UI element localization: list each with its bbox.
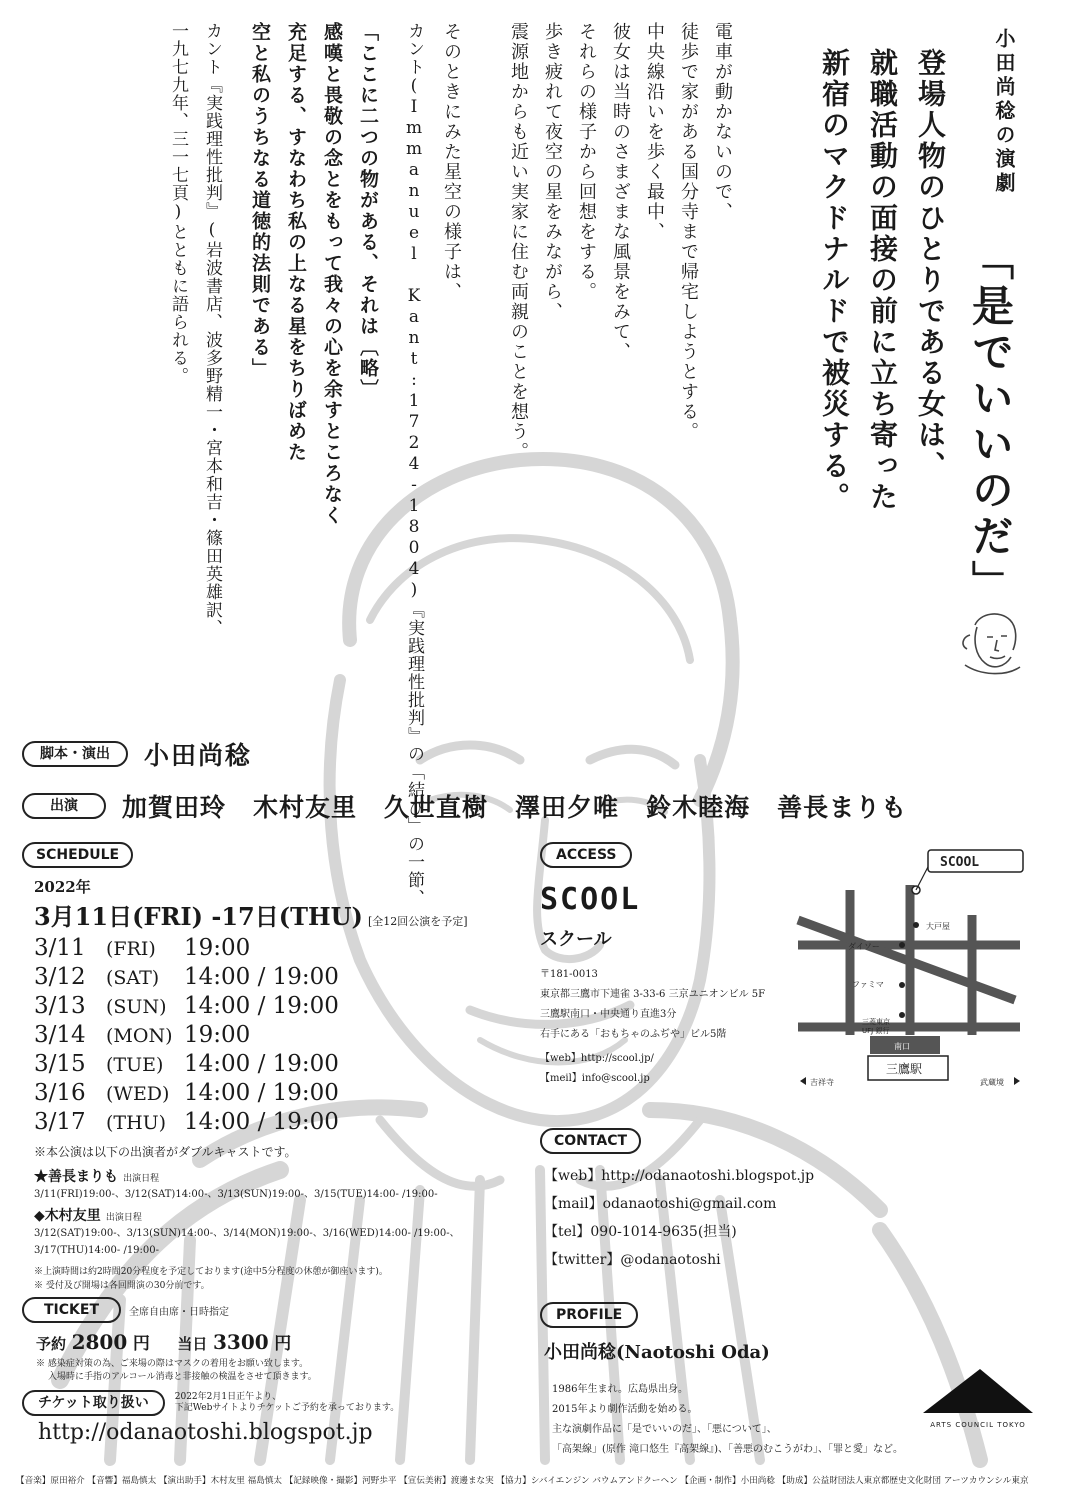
schedule-row [34, 1108, 522, 1137]
quote-line: 感嘆と畏敬の念とをもって我々の心を余すところなく [321, 22, 343, 526]
cast-b-dates: 3/12(SAT)19:00-、3/13(SUN)14:00-、3/14(MON)19:00-、3/16(WED)14:00- /19:00-、 [34, 1228, 460, 1239]
schedule-row [34, 963, 522, 992]
story-line: 震源地からも近い実家に住む両親のことを想う。 [508, 22, 529, 462]
direction: 右手にある「おもちゃのふぢや」ビル5階 [540, 1029, 727, 1040]
row-times: 14:00 / 19:00 [184, 993, 339, 1019]
map-label: 三鷹駅 [886, 1062, 923, 1076]
map-label: ファミマ [852, 980, 884, 989]
map-label: 吉祥寺 [810, 1078, 834, 1087]
ticket-section [22, 1297, 522, 1445]
contact-section [540, 1128, 860, 1274]
kant-portrait-icon [955, 605, 1030, 680]
schedule-row [34, 1050, 522, 1079]
row-day: (SAT) [106, 967, 160, 989]
ticket-note: 入場時に手指のアルコール消毒と非接触の検温をさせて頂きます。 [48, 1372, 317, 1382]
postal-code: 〒181-0013 [540, 969, 598, 980]
row-times: 19:00 [184, 935, 251, 961]
profile-bio [552, 1380, 903, 1460]
venue-kana: スクール [540, 929, 612, 950]
venue-logo: SCOOL [540, 882, 641, 917]
row-date: 3/13 [34, 993, 86, 1019]
bio-line: 主な演劇作品に「是でいいのだ」、「悪について」、 [552, 1424, 777, 1435]
tagline-line: 就職活動の面接の前に立ち寄った [866, 48, 899, 513]
map-marker-dot [899, 942, 905, 948]
schedule-range-main: 3月11日(FRI) -17日(THU) [34, 902, 363, 931]
arts-council-logo [918, 1365, 1038, 1429]
cast-list [122, 788, 934, 824]
map-label: 三菱東京 [862, 1018, 890, 1026]
row-times: 14:00 / 19:00 [184, 1051, 339, 1077]
story-text [495, 22, 735, 542]
venue-web-link[interactable]: 【web】http://scool.jp/ [540, 1053, 654, 1064]
row-times: 14:00 / 19:00 [184, 1109, 339, 1135]
story-line: 電車が動かないので、 [712, 22, 733, 222]
story-line: 彼女は当時のさまざまな風景をみて、 [610, 22, 631, 362]
cast-a-name: ★善長まりも [34, 1169, 118, 1185]
ticket-url-link[interactable]: http://odanaotoshi.blogspot.jp [38, 1420, 373, 1445]
tagline [760, 48, 950, 548]
map-label: ダイソー [848, 942, 880, 951]
map-label: UFJ 銀行 [862, 1027, 890, 1035]
ticket-note: ※ 感染症対策の為、ご来場の際はマスクの着用をお願い致します。 [36, 1359, 309, 1369]
script-credit [22, 736, 252, 772]
row-day: (FRI) [106, 938, 156, 960]
story-line: それらの様子から回想をする。 [576, 22, 597, 302]
sponsor-name: ARTS COUNCIL TOKYO [930, 1421, 1026, 1429]
script-label: 脚本・演出 [22, 741, 128, 767]
map-marker-dot [913, 922, 919, 928]
ticket-label: TICKET [22, 1297, 121, 1323]
contact-label: CONTACT [540, 1128, 641, 1154]
row-day: (MON) [106, 1025, 173, 1047]
arts-council-mark-icon [918, 1365, 1038, 1415]
ticket-handling-label: チケット取り扱い [22, 1390, 165, 1416]
cast-b-sub: 出演日程 [105, 1213, 142, 1223]
presale-price: 2800 [71, 1330, 128, 1354]
bio-line: 「高架線」(原作 滝口悠生『高架線』)、「善悪のむこうがわ」、「罪と愛」など。 [552, 1444, 903, 1455]
cast-member: 鈴木睦海 [646, 793, 751, 822]
schedule-row [34, 992, 522, 1021]
cast-b-name: ◆木村友里 [34, 1208, 101, 1224]
kant-line: カント(Immanuel Kant:1724-1804)『実践理性批判』の「結び」の一節、 [404, 22, 424, 907]
cast-member: 久世直樹 [384, 793, 489, 822]
schedule-note: ※ 受付及び開場は各回開演の30分前です。 [34, 1281, 210, 1291]
row-day: (TUE) [106, 1054, 164, 1076]
quote-line: 空と私のうちなる道徳的法則である」 [249, 22, 271, 379]
map-marker-dot [899, 1012, 905, 1018]
handling-note: 下記Webサイトよりチケットご予約を承っております。 [174, 1403, 400, 1413]
access-label: ACCESS [540, 842, 632, 868]
contact-web-link[interactable]: 【web】http://odanaotoshi.blogspot.jp [544, 1168, 815, 1184]
schedule-section [22, 842, 522, 1293]
row-times: 14:00 / 19:00 [184, 964, 339, 990]
contact-tel: 【tel】090-1014-9635(担当) [544, 1224, 737, 1240]
story-line: 歩き疲れて夜空の星をみながら、 [542, 22, 563, 322]
schedule-range-note: [全12回公演を予定] [368, 915, 468, 928]
citation-line: カント『実践理性批判』(岩波書店、波多野精一・宮本和吉・篠田英雄訳、 [202, 22, 222, 637]
venue-address [540, 965, 800, 1089]
cast-a-dates: 3/11(FRI)19:00-、3/12(SAT)14:00-、3/13(SUN)19:00-、3/15(TUE)14:00- /19:00- [34, 1189, 438, 1200]
map-venue-name: SCOOL [940, 855, 980, 870]
cast-credit [22, 788, 934, 824]
map-marker-dot [899, 982, 905, 988]
kant-line: そのときにみた星空の様子は、 [441, 22, 462, 302]
cast-member: 木村友里 [253, 793, 358, 822]
row-date: 3/14 [34, 1022, 86, 1048]
access-map [790, 845, 1030, 1090]
schedule-range [34, 897, 522, 932]
row-date: 3/12 [34, 964, 86, 990]
row-date: 3/15 [34, 1051, 86, 1077]
cast-a-sub: 出演日程 [123, 1174, 160, 1184]
profile-name: 小田尚稔(Naotoshi Oda) [544, 1342, 770, 1363]
yen: 円 [274, 1334, 292, 1354]
cast-b-block [34, 1205, 522, 1259]
ticket-sub: 全席自由席・日時指定 [129, 1306, 229, 1318]
bio-line: 1986年生まれ。広島県出身。 [552, 1384, 689, 1395]
cast-label: 出演 [22, 793, 106, 819]
footer-credits: 【音楽】原田裕介 【音響】福島慎太 【演出助手】木村友里 福島慎太 【記録映像・撮影】河野歩平 【宣伝美術】渡邊まな実 【協力】シバイエンジン バウムアンドクーヘン 【企画・制作】小田尚稔 【助成】公益財団法人東京都歴史文化財団 アーツカウンシル東京 [16, 1476, 1029, 1486]
row-date: 3/11 [34, 935, 86, 961]
play-title: 「是でいいのだ」 [966, 238, 1015, 606]
ticket-prices [36, 1329, 522, 1354]
schedule-note: ※上演時間は約2時間20分程度を予定しております(途中5分程度の休憩が御座います)。 [34, 1267, 388, 1277]
cast-member: 澤田夕唯 [515, 793, 620, 822]
map-illustration [790, 845, 1030, 1090]
contact-mail-link[interactable]: 【mail】odanaotoshi@gmail.com [544, 1196, 777, 1212]
row-day: (WED) [106, 1083, 170, 1105]
script-name: 小田尚稔 [144, 741, 253, 770]
row-date: 3/16 [34, 1080, 86, 1106]
schedule-row [34, 934, 522, 963]
schedule-label: SCHEDULE [22, 842, 133, 868]
address: 東京都三鷹市下連雀 3-33-6 三京ユニオンビル 5F [540, 989, 766, 1000]
door-label: 当日 [177, 1335, 208, 1353]
cast-b-dates: 3/17(THU)14:00- /19:00- [34, 1245, 160, 1256]
cast-member: 善長まりも [777, 793, 908, 822]
cast-member: 加賀田玲 [122, 793, 227, 822]
door-price: 3300 [213, 1330, 269, 1354]
tagline-line: 登場人物のひとりである女は、 [914, 48, 947, 482]
contact-twitter-link[interactable]: 【twitter】@odanaotoshi [544, 1252, 721, 1268]
row-times: 19:00 [184, 1022, 251, 1048]
schedule-row [34, 1079, 522, 1108]
series-label: 小田尚稔の演劇 [992, 28, 1016, 196]
yen: 円 [132, 1334, 150, 1354]
profile-label: PROFILE [540, 1302, 638, 1328]
schedule-row [34, 1021, 522, 1050]
profile-section [540, 1302, 903, 1460]
schedule-table [34, 934, 522, 1137]
schedule-year: 2022年 [34, 878, 91, 896]
map-label: 南口 [894, 1042, 910, 1051]
double-cast-note: ※本公演は以下の出演者がダブルキャストです。 [34, 1145, 297, 1159]
map-label: 武蔵境 [980, 1078, 1004, 1087]
handling-note: 2022年2月1日正午より、 [174, 1392, 282, 1402]
story-line: 中央線沿いを歩く最中、 [644, 22, 665, 242]
story-line: 徒歩で家がある国分寺まで帰宅しようとする。 [678, 22, 699, 442]
quote-line: 充足する、すなわち私の上なる星をちりばめた [285, 22, 307, 463]
row-day: (THU) [106, 1112, 167, 1134]
access-section [540, 842, 800, 1089]
venue-mail-link[interactable]: 【meil】info@scool.jp [540, 1073, 650, 1084]
quote-line: 「ここに二つの物がある、それは〔略〕 [357, 22, 379, 400]
citation-line: 一九七九年、三一七頁)とともに語られる。 [168, 22, 188, 385]
direction: 三鷹駅南口・中央通り直進3分 [540, 1009, 677, 1020]
bio-line: 2015年より劇作活動を始める。 [552, 1404, 698, 1415]
row-day: (SUN) [106, 996, 167, 1018]
presale-label: 予約 [36, 1335, 67, 1353]
tagline-line: 新宿のマクドナルドで被災する。 [818, 48, 851, 513]
map-label: 大戸屋 [926, 922, 950, 931]
row-date: 3/17 [34, 1109, 86, 1135]
cast-a-block [34, 1166, 522, 1203]
row-times: 14:00 / 19:00 [184, 1080, 339, 1106]
